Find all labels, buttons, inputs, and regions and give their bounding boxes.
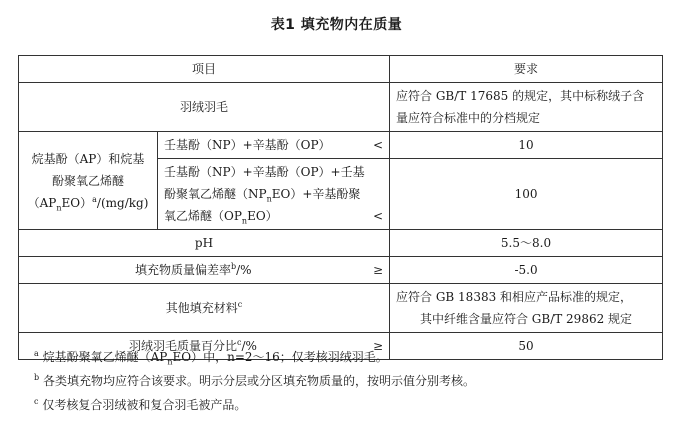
table-row-mass-deviation — [19, 257, 663, 284]
table-row-down-feather — [19, 83, 663, 132]
group-line: $(AP_nEO)^a/(mg/kg)$ — [27, 194, 149, 212]
row-requirement: -5.0 — [390, 257, 663, 284]
row-requirement: 50 — [390, 333, 663, 360]
row-requirement: 100 — [390, 159, 663, 230]
group-line: 酚聚氧乙烯醚 — [51, 173, 124, 188]
row-requirement: 5.5～8.0 — [390, 230, 663, 257]
row-item: 壬基酚（NP）+辛基酚（OP）+壬基 酚聚氧乙烯醚$(NP_nEO)+$辛基酚聚 氧乙烯醚$(OP_nEO)$ < — [158, 159, 390, 230]
row-item: 羽绒羽毛质量百分比$^c$/% ≥ — [19, 333, 390, 360]
row-item: 其他填充材料$^c$ — [19, 284, 390, 333]
row-item: pH — [19, 230, 390, 257]
group-line: 烷基酚（AP）和烷基 — [31, 151, 145, 166]
row-item: 填充物质量偏差率$^b$/% ≥ — [19, 257, 390, 284]
row-requirement: 应符合 GB/T 17685 的规定，其中标称绒子含量应符合标准中的分档规定 — [390, 83, 663, 132]
header-requirement: 要求 — [390, 56, 663, 83]
table-row-other-filling — [19, 284, 663, 333]
footnote-c: $^c$ 仅考核复合羽绒被和复合羽毛被产品。 — [34, 397, 247, 412]
comparison-symbol: < — [372, 138, 384, 152]
comparison-symbol: ≥ — [372, 263, 384, 277]
table-header-row — [19, 56, 663, 83]
quality-table — [18, 55, 663, 360]
footnote-a: $^a$ 烷基酚聚氧乙烯醚$(AP_nEO)$中，n=2～16；仅考核羽绒羽毛。 — [34, 349, 388, 367]
row-item: 羽绒羽毛 — [19, 83, 390, 132]
footnotes — [18, 345, 662, 417]
row-item: 壬基酚（NP）+辛基酚（OP） < — [158, 132, 390, 159]
footnote-b: $^b$ 各类填充物均应符合该要求。明示分层或分区填充物质量的，按明示值分别考核。 — [34, 373, 475, 388]
comparison-symbol: < — [372, 209, 384, 223]
comparison-symbol: ≥ — [372, 339, 384, 353]
row-requirement: 应符合 GB 18383 和相应产品标准的规定， 其中纤维含量应符合 GB/T 29862 规定 — [390, 284, 663, 333]
table-row-ph — [19, 230, 663, 257]
header-item: 项目 — [19, 56, 390, 83]
row-requirement: 10 — [390, 132, 663, 159]
table-row-ap-apeo-1 — [19, 132, 663, 159]
row-group-ap-apeo — [19, 132, 158, 230]
table-title: 表1 填充物内在质量 — [270, 17, 403, 33]
